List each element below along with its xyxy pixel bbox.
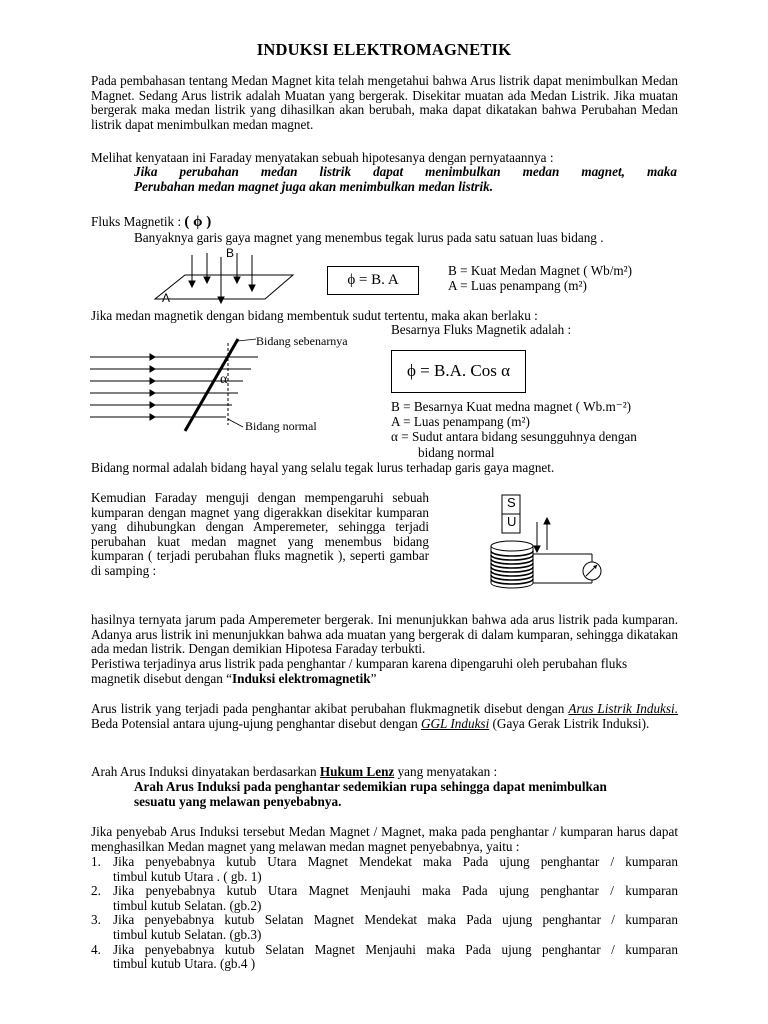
cases-intro: Jika penyebab Arus Induksi tersebut Medan Magnet / Magnet, maka pada penghantar / kumparan harus dapat menghasilkan Medan magnet yang melawan medan magnet penyebabnya, yaitu :	[91, 824, 678, 854]
case-item-4	[91, 943, 678, 972]
event-text: Peristiwa terjadinya arus listrik pada penghantar / kumparan karena dipengaruhi oleh perubahan fluks magnetik disebut dengan “	[91, 656, 628, 686]
angle-line: Jika medan magnetik dengan bidang membentuk sudut tertentu, maka akan berlaku :	[91, 308, 538, 323]
result-paragraph: hasilnya ternyata jarum pada Amperemeter bergerak. Ini menunjukkan bahwa ada arus listrik pada kumparan. Adanya arus listrik ini menunjukkan bahwa ada muatan yang bergerak di dalam kumparan, sehingga dikatakan ada medan listrik. Dengan demikian Hipotesa Faraday terbukti.	[91, 612, 678, 657]
fig2-label-true: Bidang sebenarnya	[256, 334, 348, 348]
magnet-label-s: S	[507, 495, 516, 510]
legend2-alpha-2: bidang normal	[418, 445, 495, 460]
event-paragraph	[91, 657, 678, 686]
flux-symbol: ( ϕ )	[184, 214, 212, 230]
coil	[491, 541, 533, 588]
induced-text-3: (Gaya Gerak Listrik Induksi).	[489, 715, 650, 731]
formula-1: ϕ = B. A	[347, 272, 399, 288]
lenz-statement-2: sesuatu yang melawan penyebabnya.	[134, 794, 342, 809]
case-num: 1.	[91, 854, 101, 869]
lenz-intro-pre: Arah Arus Induksi dinyatakan berdasarkan	[91, 764, 320, 779]
case-line-1: Jika penyebabnya kutub Utara Magnet Mendekat maka Pada ujung penghantar / kumparan	[113, 854, 678, 869]
event-term: Induksi elektromagnetik	[232, 670, 371, 686]
intro-paragraph: Pada pembahasan tentang Medan Magnet kita telah mengetahui bahwa Arus listrik dapat menimbulkan Medan Magnet. Sedang Arus listrik adalah Muatan yang bergerak. Disekitar muatan ada Medan Listrik. Jika muatan bergerak maka medan listrik yang dihasilkan akan berubah, maka dapat dikatakan bahwa Perubahan Medan listrik dapat menimbulkan medan magnet.	[91, 73, 678, 132]
besarnya-label: Besarnya Fluks Magnetik adalah :	[391, 322, 572, 337]
plane-shape	[155, 275, 293, 299]
faraday-line: Melihat kenyataan ini Faraday menyatakan sebuah hipotesanya dengan pernyataannya :	[91, 150, 554, 165]
fig2-label-normal: Bidang normal	[245, 419, 317, 433]
flux-definition: Banyaknya garis gaya magnet yang menembus tegak lurus pada satu satuan luas bidang .	[134, 230, 604, 245]
induced-text-1: Arus listrik yang terjadi pada penghantar akibat perubahan flukmagnetik disebut dengan	[91, 701, 569, 716]
hypothesis-line-1: Jika perubahan medan listrik dapat menimbulkan medan magnet, maka	[134, 164, 677, 179]
case-num: 4.	[91, 941, 101, 957]
case-num: 3.	[91, 912, 101, 928]
lenz-law: Hukum Lenz	[319, 764, 395, 779]
legend1-a: A = Luas penampang (m²)	[448, 278, 587, 293]
case-item-3	[91, 913, 678, 942]
coil-ammeter-figure	[482, 490, 612, 595]
lenz-statement-1: Arah Arus Induksi pada penghantar sedemikian rupa sehingga dapat menimbulkan	[134, 779, 607, 794]
term-ggl-induksi: GGL Induksi	[420, 715, 490, 731]
normal-definition: Bidang normal adalah bidang hayal yang selalu tegak lurus terhadap garis gaya magnet.	[91, 460, 555, 475]
case-item-1	[91, 855, 678, 884]
case-line-2: timbul kutub Selatan. (gb.2)	[113, 897, 262, 913]
formula-box-1	[327, 266, 419, 295]
legend2-b: B = Besarnya Kuat medna magnet ( Wb.m⁻²)	[391, 399, 632, 414]
flux-heading	[91, 215, 211, 230]
case-line-1: Jika penyebabnya kutub Selatan Magnet Mendekat maka Pada ujung penghantar / kumparan	[113, 912, 678, 928]
legend2-a: A = Luas penampang (m²)	[391, 414, 530, 429]
lenz-intro-post: yang menyatakan :	[394, 764, 498, 779]
case-line-2: timbul kutub Selatan. (gb.3)	[113, 926, 262, 942]
case-line-2: timbul kutub Utara . ( gb. 1)	[113, 868, 262, 884]
term-arus-induksi: Arus Listrik Induksi.	[568, 701, 679, 716]
induced-paragraph	[91, 702, 678, 731]
ammeter	[583, 562, 601, 580]
page-title: INDUKSI ELEKTROMAGNETIK	[256, 40, 512, 59]
hypothesis-line-2: Perubahan medan magnet juga akan menimbulkan medan listrik.	[134, 179, 494, 194]
formula-2: ϕ = B.A. Cos α	[406, 361, 510, 380]
experiment-paragraph: Kemudian Faraday menguji dengan mempengaruhi sebuah kumparan dengan magnet yang digerakkan disekitar kumparan yang dihubungkan dengan Amperemeter, sehingga terjadi perubahan kuat medan magnet yang menembus bidang kumparan ( terjadi perubahan fluks magnetik ), seperti gambar di samping :	[91, 490, 429, 578]
fig1-label-b: B	[226, 246, 235, 260]
cases-list	[91, 855, 678, 972]
case-line-1: Jika penyebabnya kutub Utara Magnet Menjauhi maka Pada ujung penghantar / kumparan	[113, 883, 678, 899]
case-line-1: Jika penyebabnya kutub Selatan Magnet Menjauhi maka Pada ujung penghantar / kumparan	[113, 941, 678, 957]
fig2-alpha: α	[220, 372, 228, 387]
legend1-b: B = Kuat Medan Magnet ( Wb/m²)	[448, 263, 633, 278]
case-item-2	[91, 884, 678, 913]
legend2-alpha-1: α = Sudut antara bidang sesungguhnya dengan	[391, 429, 637, 444]
fig1-label-a: A	[162, 291, 171, 305]
lenz-intro	[91, 765, 497, 780]
magnet-label-u: U	[507, 514, 517, 529]
formula-box-2	[391, 350, 526, 393]
event-close: ”	[370, 670, 377, 686]
case-num: 2.	[91, 883, 101, 899]
induced-text-2: Beda Potensial antara ujung-ujung penghantar disebut dengan	[91, 715, 421, 731]
case-line-2: timbul kutub Utara. (gb.4 )	[113, 956, 256, 972]
flux-heading-label: Fluks Magnetik :	[91, 214, 182, 229]
